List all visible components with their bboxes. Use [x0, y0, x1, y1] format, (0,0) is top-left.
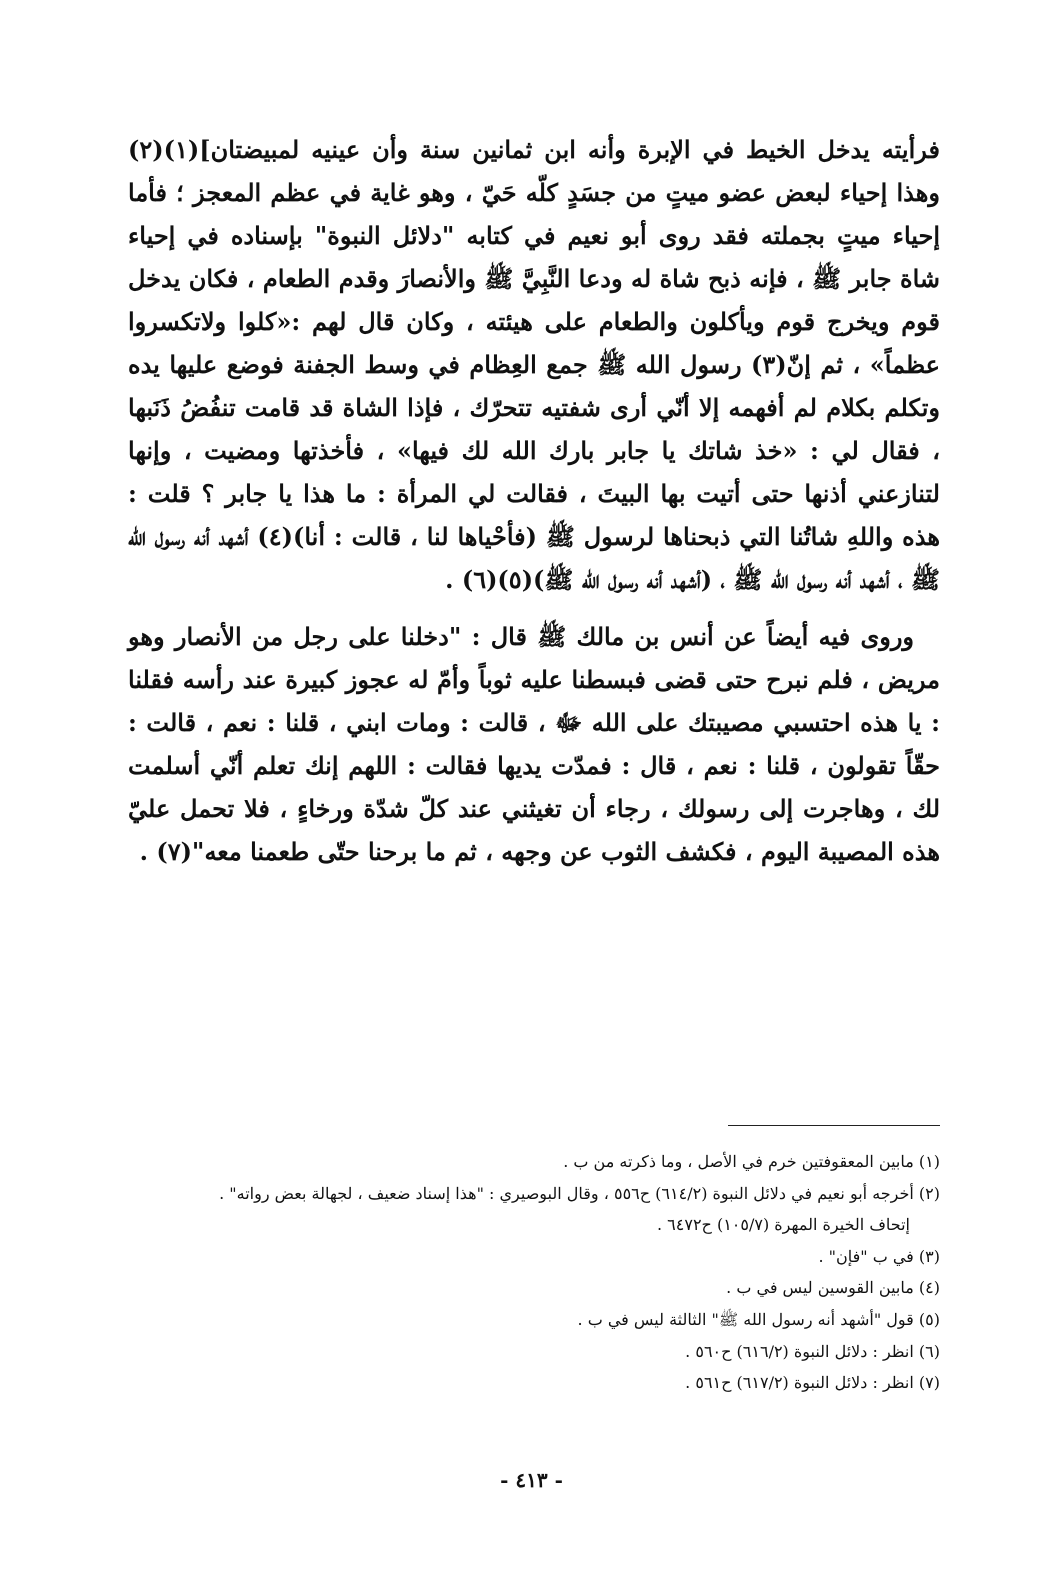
footnote-separator — [728, 1125, 940, 1126]
footnote-2: (٢) أخرجه أبو نعيم في دلائل النبوة (٦١٤/٢) ح٥٥٦ ، وقال البوصيري : "هذا إسناد ضعيف ، لجهالة بعض رواته" . — [219, 1183, 940, 1203]
footnotes — [118, 1146, 940, 1399]
footnote-2-continuation: إتحاف الخيرة المهرة (١٠٥/٧) ح٦٤٧٢ . — [657, 1215, 910, 1235]
footnote-4: (٤) مابين القوسين ليس في ب . — [726, 1278, 940, 1298]
footnote-1: (١) مابين المعقوفتين خرم في الأصل ، وما ذكرته من ب . — [563, 1152, 940, 1171]
footnote-6: (٦) انظر : دلائل النبوة (٦١٦/٢) ح٥٦٠ . — [685, 1341, 940, 1361]
main-text — [128, 128, 940, 873]
footnote-7: (٧) انظر : دلائل النبوة (٦١٧/٢) ح٥٦١ . — [685, 1373, 940, 1393]
footnote-3: (٣) في ب "فإن" . — [818, 1246, 940, 1266]
page-number: - ٤١٣ - — [500, 1468, 563, 1492]
paragraph-anas-ansari: وروى فيه أيضاً عن أنس بن مالك ﷺ قال : "دخلنا على رجل من الأنصار وهو مريض ، فلم نبرح حتى قضى فبسطنا عليه ثوباً وأمّ له عجوز كبيرة عند رأسه فقلنا : يا هذه احتسبي مصيبتك على الله ﷻ ، قالت : ومات ابني ، قلنا : نعم ، قالت : حقّاً تقولون ، قلنا : نعم ، قال : فمدّت يديها فقالت : اللهم إنك تعلم أنّي أسلمت لك ، وهاجرت إلى رسولك ، رجاء أن تغيثني عند كلّ شدّة ورخاءٍ ، فلا تحمل عليّ هذه المصيبة اليوم ، فكشف الثوب عن وجهه ، ثم ما برحنا حتّى طعمنا معه"(٧) . — [128, 622, 940, 866]
paragraph-jabir-sheep: فرأيته يدخل الخيط في الإبرة وأنه ابن ثمانين سنة وأن عينيه لمبيضتان](١)(٢) وهذا إحياء لبعض عضو ميتٍ من جسَدٍ كلّه حَيّ ، وهو غاية في عظم المعجز ؛ فأما إحياء ميتٍ بجملته فقد روى أبو نعيم في كتابه "دلائل النبوة" بإسناده في إحياء شاة جابر ﷺ ، فإنه ذبح شاة له ودعا النَّبِيَّ ﷺ والأنصارَ وقدم الطعام ، فكان يدخل قوم ويخرج قوم ويأكلون والطعام على هيئته ، وكان قال لهم :«كلوا ولاتكسروا عظماً» ، ثم إنّ(٣) رسول الله ﷺ جمع العِظام في وسط الجفنة فوضع عليها يده وتكلم بكلام لم أفهمه إلا أنّي أرى شفتيه تتحرّك ، فإذا الشاة قد قامت تنفُضُ ذَنَبها ، فقال لي : «خذ شاتك يا جابر بارك الله لك فيها» ، فأخذتها ومضيت ، وإنها لتنازعني أذنها حتى أتيت بها البيتَ ، فقالت لي المرأة : ما هذا يا جابر ؟ قلت : هذه واللهِ شاتُنا التي ذبحناها لرسول ﷺ (فأحْياها لنا ، قالت : أنا)(٤) أشهد أنه رسول الله ﷺ ، أشهد أنه رسول الله ﷺ ، (أشهد أنه رسول الله ﷺ)(٥)(٦) . — [128, 135, 940, 594]
footnote-5: (٥) قول "أشهد أنه رسول الله ﷺ" الثالثة ليس في ب . — [577, 1309, 940, 1329]
